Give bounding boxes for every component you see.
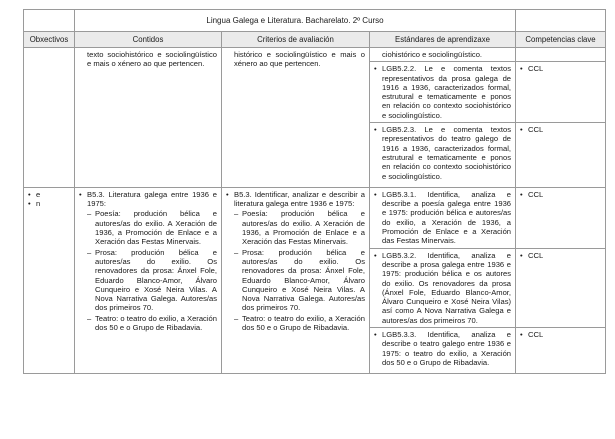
header-contidos: Contidos	[75, 32, 222, 48]
curriculum-table	[23, 9, 606, 374]
estandar-cell	[370, 248, 516, 327]
contidos-prosa: – Prosa: produción bélica e autores/as do exilio. Os renovadores da prosa: Ánxel Fole, Eduardo Blanco-Amor, Álvaro Cunqueiro e Xosé Neira Vilas. A Nova Narrativa Galega. Autores/as dos primeiros 70.	[87, 248, 217, 313]
obxectivos-cell	[24, 187, 75, 373]
contidos-poesia: – Poesía: produción bélica e autores/as do exilio. A Xeración de 1936, a Promoción de Enlace e a Xeración das Festas Minervais.	[87, 209, 217, 246]
competencia-cell	[516, 123, 606, 188]
contidos-teatro: – Teatro: o teatro do exilio, a Xeración dos 50 e o Grupo de Ribadavia.	[87, 314, 217, 333]
estandar-lgb5-2-3: • LGB5.2.3. Le e comenta textos representativos do teatro galego de 1916 a 1936, caracterizados formal, estrutural e tematicamente e ponos en relación co contexto sociohistórico e sociolingüístico.	[374, 125, 511, 181]
contidos-continuation: texto sociohistórico e sociolingüístico e mais o xénero ao que pertencen.	[87, 50, 217, 69]
title-spacer-cell	[24, 10, 75, 32]
competencia-cell	[516, 187, 606, 248]
table-row	[24, 48, 606, 62]
competencia-label: • CCL	[520, 251, 601, 260]
table-title-row	[24, 10, 606, 32]
title-spacer-cell-right	[516, 10, 606, 32]
contidos-cell	[75, 48, 222, 188]
criterios-continuation: histórico e sociolingüístico e mais o xénero ao que pertencen.	[234, 50, 365, 69]
competencia-label: • CCL	[520, 190, 601, 199]
estandar-lgb5-3-2: • LGB5.3.2. Identifica, analiza e describe a prosa galega entre 1936 e 1975: produción bélica e os autores do exilio. Os renovadores da prosa (Ánxel Fole, Eduardo Blanco-Amor, Álvaro Cunqueiro e Xosé Neira Vilas) así como A Nova Narrativa Galega e autores/as dos primeiros 70.	[374, 251, 511, 325]
competencia-label: • CCL	[520, 64, 601, 73]
contidos-cell	[75, 187, 222, 373]
obxectivos-cell	[24, 48, 75, 188]
estandar-cell	[370, 328, 516, 374]
estandar-cell	[370, 123, 516, 188]
table-row	[24, 187, 606, 248]
header-row	[24, 32, 606, 48]
header-competencias: Competencias clave	[516, 32, 606, 48]
competencia-cell	[516, 48, 606, 62]
estandar-cell	[370, 187, 516, 248]
criterios-poesia: – Poesía: produción bélica e autores/as do exilio. A Xeración de 1936, a Promoción de Enlace e a Xeración das Festas Minervais.	[234, 209, 365, 246]
criterios-prosa: – Prosa: produción bélica e autores/as do exilio. Os renovadores da prosa: Ánxel Fole, Eduardo Blanco-Amor, Álvaro Cunqueiro e Xosé Neira Vilas. A Nova Narrativa Galega. Autores/as dos primeiros 70.	[234, 248, 365, 313]
estandar-continuation: ciohistórico e sociolingüístico.	[382, 50, 483, 59]
estandar-cell	[370, 62, 516, 123]
criterios-b5-3: B5.3. Identificar, analizar e describir a literatura galega entre 1936 e 1975:	[234, 189, 365, 209]
criterios-cell	[222, 48, 370, 188]
competencia-cell	[516, 62, 606, 123]
table-title: Lingua Galega e Literatura. Bacharelato. 2º Curso	[75, 10, 516, 32]
estandar-lgb5-2-2: • LGB5.2.2. Le e comenta textos representativos da prosa galega de 1916 a 1936, caracterizados formal, estrutural e tematicamente e ponos en relación co contexto sociohistórico e sociolingüístico.	[374, 64, 511, 120]
estandar-cell	[370, 48, 516, 62]
header-criterios: Criterios de avaliación	[222, 32, 370, 48]
competencia-label: • CCL	[520, 125, 601, 134]
header-obxectivos: Obxectivos	[24, 32, 75, 48]
header-estandares: Estándares de aprendizaxe	[370, 32, 516, 48]
estandar-lgb5-3-1: • LGB5.3.1. Identifica, analiza e describe a poesía galega entre 1936 e 1975: produción bélica e autores/as do exilio, a Xeración de 1936, a Promoción de Enlace e a Xeración das Festas Minervais.	[374, 190, 511, 246]
criterios-cell	[222, 187, 370, 373]
competencia-label: • CCL	[520, 330, 601, 339]
competencia-cell	[516, 248, 606, 327]
criterios-teatro: – Teatro: o teatro do exilio, a Xeración dos 50 e o Grupo de Ribadavia.	[234, 314, 365, 333]
contidos-b5-3: B5.3. Literatura galega entre 1936 e 1975:	[87, 189, 217, 209]
obxectivo-item: • n	[28, 199, 70, 208]
competencia-cell	[516, 328, 606, 374]
obxectivo-item: • e	[28, 190, 70, 199]
estandar-lgb5-3-3: • LGB5.3.3. Identifica, analiza e describe o teatro galego entre 1936 e 1975: o teatro do exilio, a Xeración dos 50 e o Grupo de Ribadavia.	[374, 330, 511, 367]
